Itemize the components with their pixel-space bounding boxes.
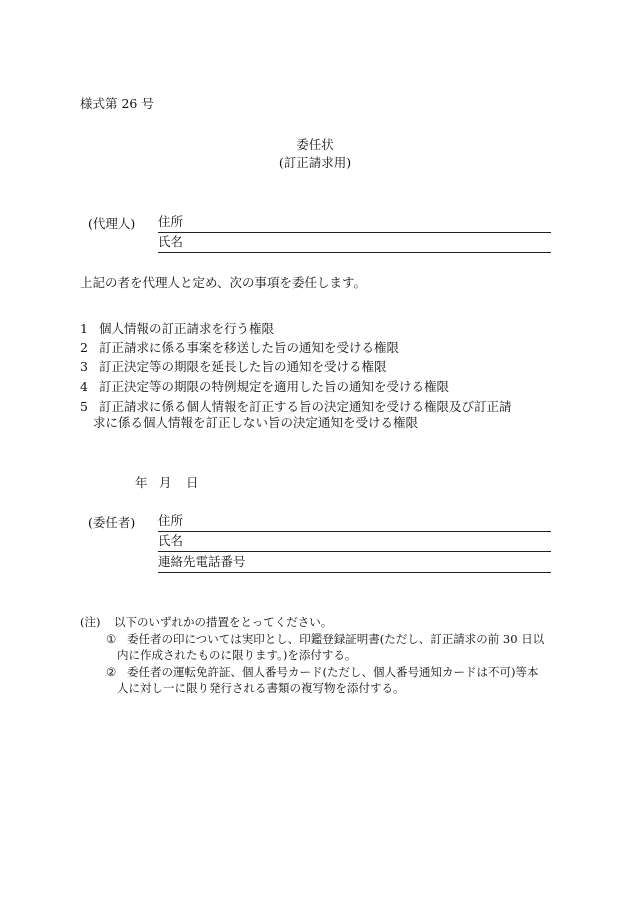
principal-address-label: 住所 [158, 513, 184, 528]
note-2-mark: ② [106, 665, 117, 679]
notes-intro: 以下のいずれかの措置をとってください。 [114, 615, 333, 629]
item-text: 訂正請求に係る個人情報を訂正する旨の決定通知を受ける権限及び訂正請 [99, 399, 512, 414]
principal-name-field[interactable] [158, 535, 551, 552]
item-text: 個人情報の訂正請求を行う権限 [99, 321, 275, 336]
item-number: 3 [80, 359, 88, 374]
agent-name-label: 氏名 [158, 234, 184, 249]
item-number: 2 [80, 340, 88, 355]
list-item [80, 377, 449, 395]
note-1-text-cont: 内に作成されたものに限ります。)を添付する。 [117, 648, 357, 662]
list-item [80, 319, 274, 337]
item-number: 5 [80, 399, 88, 414]
date-month: 月 [159, 475, 172, 490]
agent-label: (代理人) [88, 216, 136, 231]
agent-address-field[interactable] [158, 216, 551, 233]
item-text: 訂正決定等の期限の特例規定を適用した旨の通知を受ける権限 [99, 379, 450, 394]
note-2-text-cont: 人に対し一に限り発行される書類の複写物を添付する。 [117, 681, 405, 695]
principal-label: (委任者) [88, 515, 136, 530]
list-item [80, 338, 399, 356]
note-1-text: 委任者の印については実印とし、印鑑登録証明書(ただし、訂正請求の前 30 日以 [127, 632, 545, 646]
document-title: 委任状 [296, 137, 334, 152]
principal-address-field[interactable] [158, 515, 551, 532]
principal-phone-field[interactable] [158, 556, 551, 573]
date-day: 日 [186, 475, 199, 490]
item-text: 訂正請求に係る事案を移送した旨の通知を受ける権限 [99, 340, 400, 355]
form-number: 様式第 26 号 [80, 96, 154, 111]
document-subtitle: (訂正請求用) [278, 155, 352, 170]
notes-label: (注) [80, 615, 101, 629]
item-number: 4 [80, 379, 88, 394]
list-item-continuation: 求に係る個人情報を訂正しない旨の決定通知を受ける権限 [93, 415, 419, 430]
note-1-mark: ① [106, 632, 117, 646]
date-year: 年 [135, 475, 148, 490]
note-2-text: 委任者の運転免許証、個人番号カード(ただし、個人番号通知カードは不可)等本 [127, 665, 539, 679]
item-text: 訂正決定等の期限を延長した旨の通知を受ける権限 [99, 359, 387, 374]
list-item [80, 397, 512, 415]
item-number: 1 [80, 321, 88, 336]
agent-name-field[interactable] [158, 236, 551, 253]
principal-name-label: 氏名 [158, 533, 184, 548]
agent-address-label: 住所 [158, 214, 184, 229]
list-item [80, 357, 387, 375]
principal-phone-label: 連絡先電話番号 [158, 554, 246, 569]
delegation-statement: 上記の者を代理人と定め、次の事項を委任します。 [80, 275, 367, 290]
